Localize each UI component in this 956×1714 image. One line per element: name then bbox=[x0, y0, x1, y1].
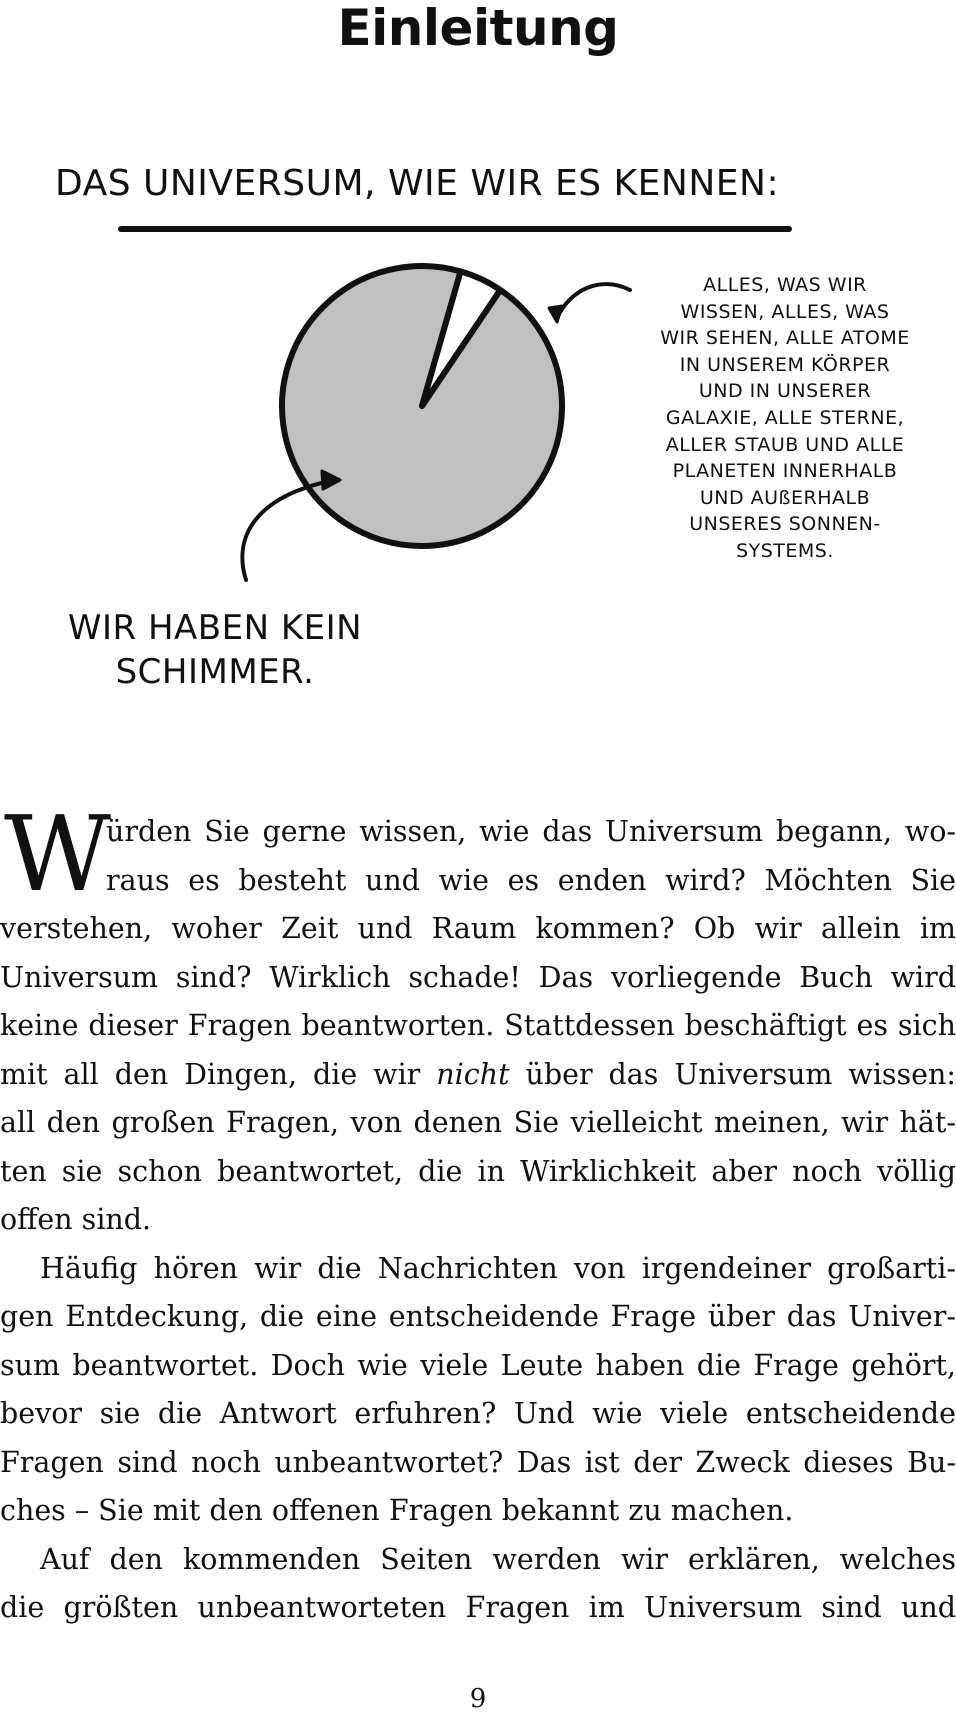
text-line: ches – Sie mit den offenen Fragen bekannt zu machen. bbox=[0, 1494, 794, 1527]
annotation-known-universe bbox=[640, 272, 930, 565]
figure-heading: DAS UNIVERSUM, WIE WIR ES KENNEN: bbox=[55, 163, 780, 204]
text-line: raus es besteht und wie es enden wird? Möchten Sie bbox=[106, 863, 956, 897]
text-line: offen sind. bbox=[0, 1203, 152, 1236]
text-line: ürden Sie gerne wissen, wie das Universum begann, wo- bbox=[106, 815, 956, 848]
arrow-to-known-slice bbox=[557, 284, 630, 318]
text-line: ten sie schon beantwortet, die in Wirklichkeit aber noch völlig bbox=[0, 1154, 956, 1188]
text-line: sum beantwortet. Doch wie viele Leute haben die Frage gehört, bbox=[0, 1348, 956, 1382]
annotation-known-line: WISSEN, ALLES, WAS bbox=[680, 300, 890, 323]
page-number: 9 bbox=[469, 1684, 487, 1714]
annotation-known-line: ALLER STAUB UND ALLE bbox=[665, 433, 905, 456]
annotation-known-line: SYSTEMS. bbox=[736, 539, 834, 562]
annotation-known-line: UND AUßERHALB bbox=[699, 486, 871, 509]
page-title: Einleitung bbox=[337, 0, 619, 57]
annotation-known-line: ALLES, WAS WIR bbox=[703, 274, 867, 296]
annotation-known-line: IN UNSEREM KÖRPER bbox=[679, 353, 891, 376]
text-line-with-emphasis bbox=[0, 1051, 956, 1100]
annotation-unknown-line: WIR HABEN KEIN bbox=[67, 608, 363, 648]
text-line: verstehen, woher Zeit und Raum kommen? Ob wir allein im bbox=[0, 912, 956, 945]
text-fragment: über das Universum wissen: bbox=[509, 1057, 956, 1091]
text-line: Fragen sind noch unbeantwortet? Das ist der Zweck dieses Bu- bbox=[0, 1445, 956, 1479]
text-fragment: mit all den Dingen, die wir bbox=[0, 1057, 437, 1091]
text-line: gen Entdeckung, die eine entscheidende Frage über das Univer- bbox=[0, 1300, 956, 1333]
annotation-unknown-universe bbox=[30, 606, 400, 694]
annotation-unknown-line: SCHIMMER. bbox=[115, 652, 315, 692]
text-line: die größten unbeantworteten Fragen im Universum sind und bbox=[0, 1591, 956, 1624]
text-line: keine dieser Fragen beantworten. Stattdessen beschäftigt es sich bbox=[0, 1009, 956, 1042]
text-line: Häufig hören wir die Nachrichten von irgendeiner großarti- bbox=[40, 1251, 956, 1285]
text-line: Auf den kommenden Seiten werden wir erklären, welches bbox=[40, 1542, 956, 1576]
annotation-known-line: PLANETEN INNERHALB bbox=[672, 460, 898, 483]
emphasis-nicht: nicht bbox=[436, 1057, 510, 1091]
annotation-known-line: GALAXIE, ALLE STERNE, bbox=[665, 406, 905, 429]
arrow-to-known-slice-head bbox=[549, 306, 562, 322]
annotation-known-line: WIR SEHEN, ALLE ATOME bbox=[660, 327, 910, 350]
text-line: bevor sie die Antwort erfuhren? Und wie viele entscheidende bbox=[0, 1397, 956, 1430]
text-line: Universum sind? Wirklich schade! Das vorliegende Buch wird bbox=[0, 960, 956, 994]
annotation-known-line: UNSERES SONNEN- bbox=[689, 513, 881, 536]
text-line: all den großen Fragen, von denen Sie vielleicht meinen, wir hät- bbox=[0, 1106, 956, 1139]
drop-cap: W bbox=[4, 793, 111, 915]
body-text bbox=[0, 793, 956, 1633]
annotation-known-line: UND IN UNSERER bbox=[698, 380, 872, 403]
